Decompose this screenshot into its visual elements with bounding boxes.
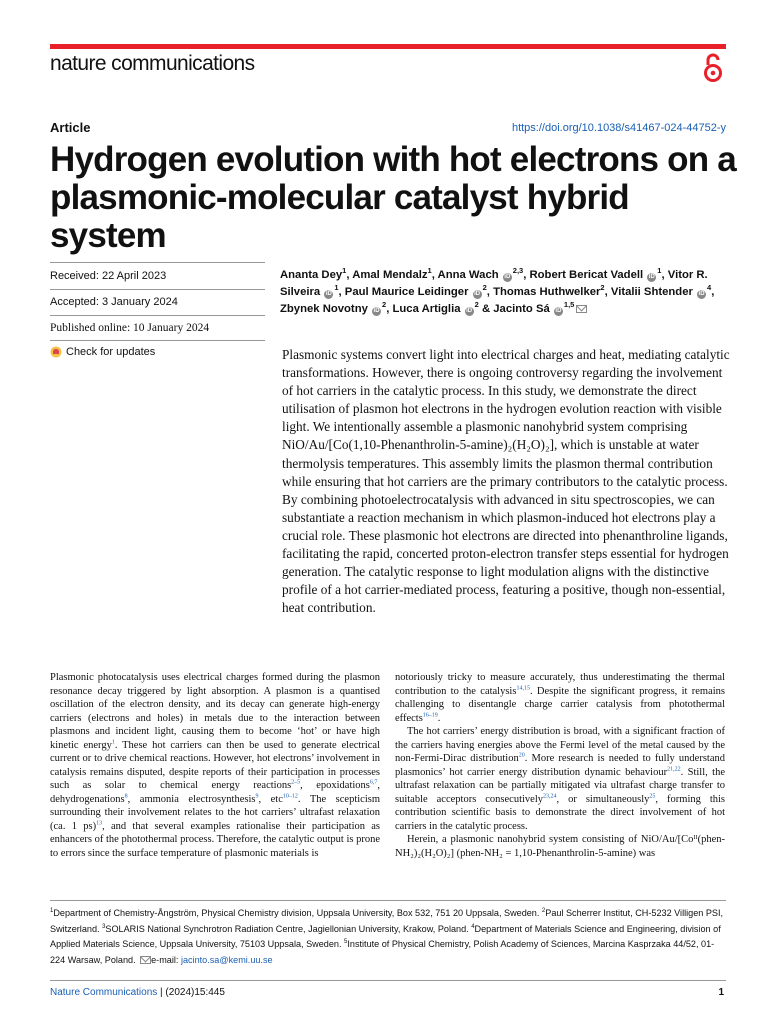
- author-affiliation-number: 1: [657, 266, 662, 276]
- body-paragraph: Herein, a plasmonic nanohybrid system consisting of NiO/Au/[Coᴵᴵ(phen-NH₂)₂(H₂O)₂] (phen-NH₂ = 1,10-Phenanthrolin-5-amine) was: [395, 834, 725, 859]
- doi-link[interactable]: https://doi.org/10.1038/s41467-024-44752-y: [511, 122, 726, 134]
- affiliation-text: Institute of Physical Chemistry, Polish Academy of Sciences, Marcina Kasprzaka 44/52, 01-224 Warsaw, Poland.: [50, 939, 715, 965]
- affiliation-text: Department of Chemistry-Ångström, Physical Chemistry division, Uppsala University, Box 532, 751 20 Uppsala, Sweden.: [53, 908, 542, 918]
- affiliation-number: 1: [50, 907, 54, 914]
- check-for-updates-button[interactable]: [50, 346, 155, 358]
- orcid-icon[interactable]: iD: [648, 274, 655, 280]
- author-affiliation-number: 2,3: [512, 266, 524, 276]
- author-name[interactable]: Amal Mendalz: [352, 269, 428, 281]
- affiliation-number: 2: [541, 907, 546, 914]
- divider: [50, 900, 726, 901]
- orcid-icon[interactable]: iD: [373, 308, 380, 314]
- received-date: Received: 22 April 2023: [50, 270, 167, 282]
- citation-reference[interactable]: 14,15: [516, 685, 530, 691]
- check-for-updates-label: Check for updates: [66, 346, 156, 358]
- divider: [50, 289, 265, 290]
- article-title: Hydrogen evolution with hot electrons on a plasmonic-molecular catalyst hybrid system: [50, 140, 736, 255]
- affiliation-text: Department of Materials Science and Engineering, division of Applied Materials Science, Uppsala University, 75103 Uppsala, Sweden.: [50, 923, 721, 949]
- footer-journal: Nature Communications: [50, 987, 158, 998]
- divider: [50, 262, 265, 263]
- author-list: Ananta Dey$^1$, Amal Mendalz$^1$, Anna Wach iD$^{2,3}$, Robert Bericat Vadell $iD^1$, Vitor R. Silveira $iD^1$, Paul Maurice Leidinger $iD^2$, Thomas Huthwelker$^2$, Vitalii Shtender $iD^4$, Zbynek Novotny $iD^2$, Luca Artiglia $iD^2$ & Jacinto Sá iD$^{1,5}$: [280, 266, 715, 315]
- citation-reference[interactable]: 8: [124, 793, 128, 799]
- author-affiliation-number: 1,5: [563, 300, 575, 310]
- affiliation-text: Paul Scherrer Institut, CH-5232 Villigen PSI, Switzerland.: [50, 908, 724, 934]
- body-paragraph: Plasmonic photocatalysis uses electrical charges formed during the plasmon resonance decay triggered by light absorption. A plasmon is a quantised oscillation of the electron density, and its decay can generate high-energy carriers (electrons and holes) in metals due to the interaction between plasmons and incident light, causing them to become ‘hot’ or have high kinetic energy$^1$. These hot carriers can then be used to generate electrical current or to drive chemical reactions. However, hot electrons’ involvement in catalysis remains disputed, despite reports of their participation in processes such as solar to chemical energy reactions$^{2-5}$, epoxidations$^{6,7}$, dehydrogenations$^8$, ammonia electrosynthesis$^9$, etc$^{10-12}$. The scepticism surrounding their involvement relates to the hot carriers’ ultrafast relaxation (ca. 1 ps)$^{13}$, and that several examples rationalise their participation as enhancers of the photothermal process. Therefore, the catalytic output is prone to errors since the surface temperature of plasmonic materials is: [50, 672, 381, 859]
- body-column-left: [50, 671, 380, 860]
- citation-reference[interactable]: 10–12: [282, 793, 298, 799]
- citation-reference[interactable]: 20: [518, 752, 525, 759]
- footer-citation: [50, 987, 225, 998]
- email-label: e-mail:: [151, 954, 181, 965]
- author-affiliation-number: 1: [342, 266, 347, 276]
- citation-reference[interactable]: 16–19: [422, 712, 438, 718]
- affiliation-number: 4: [471, 923, 475, 930]
- citation-reference[interactable]: 2–5: [291, 779, 301, 786]
- orcid-icon[interactable]: iD: [474, 291, 481, 297]
- author-name[interactable]: Luca Artiglia: [392, 303, 461, 315]
- author-name[interactable]: Vitor R. Silveira: [280, 269, 708, 298]
- citation-reference[interactable]: 23,24: [543, 793, 557, 799]
- mail-icon: [140, 956, 151, 964]
- divider: [50, 980, 726, 981]
- author-name[interactable]: Jacinto Sá: [493, 303, 550, 315]
- body-column-right: [395, 671, 725, 860]
- author-name[interactable]: Zbynek Novotny: [280, 303, 368, 315]
- citation-reference[interactable]: 9: [255, 793, 259, 799]
- citation-reference[interactable]: 21,22: [667, 766, 681, 772]
- citation-reference[interactable]: 13: [96, 820, 103, 826]
- orcid-icon[interactable]: iD: [504, 274, 511, 280]
- author-affiliation-number: 2: [382, 300, 387, 310]
- mail-icon[interactable]: [576, 305, 587, 313]
- orcid-icon[interactable]: iD: [466, 308, 473, 314]
- page-number: 1: [718, 987, 724, 998]
- affiliation-number: 5: [344, 938, 348, 945]
- accepted-date: Accepted: 3 January 2024: [50, 296, 178, 308]
- citation-reference[interactable]: 6,7: [369, 779, 378, 786]
- author-name[interactable]: Thomas Huthwelker: [493, 286, 601, 298]
- author-affiliation-number: 2: [482, 283, 487, 293]
- affiliations: [50, 906, 726, 968]
- body-paragraph: The hot carriers’ energy distribution is broad, with a significant fraction of the carriers having energies above the Fermi level of the metal caused by the non-Fermi-Dirac distribution$^{20}$. More research is needed to fully understand plasmonics’ hot carrier energy distribution dynamic behaviour$^{21,22}$. Still, the ultrafast relaxation can be partially mitigated via ultrafast charge transfer to suitable acceptors consecutively$^{23,24}$, or simultaneously$^{25}$, forming this contribution scientific basis to demonstrate the direct involvement of hot carriers in the catalytic process.: [395, 726, 726, 832]
- body-paragraph: notoriously tricky to measure accurately, thus underestimating the thermal contribution to the catalysis$^{14,15}$. Despite the significant progress, it remains challenging to disentangle charge carrier catalysis from photothermal effects$^{16-19}$.: [395, 672, 726, 724]
- divider: [50, 315, 265, 316]
- author-name[interactable]: Robert Bericat Vadell: [529, 269, 644, 281]
- journal-name: nature communications: [50, 52, 255, 75]
- footer-volume: | (2024)15:445: [160, 987, 225, 998]
- orcid-icon[interactable]: iD: [698, 291, 705, 297]
- article-type-label: Article: [50, 120, 91, 135]
- divider: [50, 340, 265, 341]
- affiliation-number: 3: [102, 923, 106, 930]
- author-name[interactable]: Anna Wach: [437, 269, 499, 281]
- citation-reference[interactable]: 1: [111, 739, 115, 745]
- published-date: Published online: 10 January 2024: [50, 322, 210, 334]
- open-access-icon: [702, 52, 724, 84]
- author-name[interactable]: Paul Maurice Leidinger: [344, 286, 469, 298]
- author-name[interactable]: Vitalii Shtender: [610, 286, 693, 298]
- author-affiliation-number: 2: [474, 300, 479, 310]
- affiliation-text: SOLARIS National Synchrotron Radiation Centre, Jagiellonian University, Krakow, Poland.: [105, 923, 472, 934]
- orcid-icon[interactable]: iD: [325, 291, 332, 297]
- citation-reference[interactable]: 25: [649, 793, 656, 799]
- abstract: Plasmonic systems convert light into electrical charges and heat, mediating catalytic transformations. However, there is ongoing controversy regarding the involvement of hot carriers in the catalytic process. In this study, we demonstrate the direct utilisation of plasmon hot electrons in the hydrogen evolution reaction with visible light. We intentionally assemble a plasmonic nanohybrid system comprising NiO/Au/[Co(1,10-Phenanthrolin-5-amine)₂(H₂O)₂], which is unstable at water thermolysis temperatures. This assembly limits the plasmon thermal contribution while ensuring that hot carriers are the primary contributors to the catalytic process. By combining photoelectrocatalysis with advanced in situ spectroscopies, we can substantiate a reaction mechanism in which plasmon-induced hot electrons play a crucial role. These plasmonic hot electrons are directed into phenanthroline ligands, facilitating the rapid, concerted proton-electron transfer steps essential for hydrogen generation. The catalytic response to light modulation aligns with the distinctive profile of a hot carrier-mediated process, featuring a positive, though non-essential, heat contribution.: [282, 347, 730, 616]
- author-affiliation-number: 1: [334, 283, 339, 293]
- author-affiliation-number: 4: [707, 283, 712, 293]
- header-accent-bar: [50, 44, 726, 49]
- email-link[interactable]: jacinto.sa@kemi.uu.se: [180, 954, 273, 965]
- author-affiliation-number: 1: [427, 266, 432, 276]
- check-for-updates-icon: [50, 346, 62, 358]
- orcid-icon[interactable]: iD: [555, 308, 562, 314]
- author-affiliation-number: 2: [600, 283, 605, 293]
- author-name[interactable]: Ananta Dey: [280, 269, 343, 281]
